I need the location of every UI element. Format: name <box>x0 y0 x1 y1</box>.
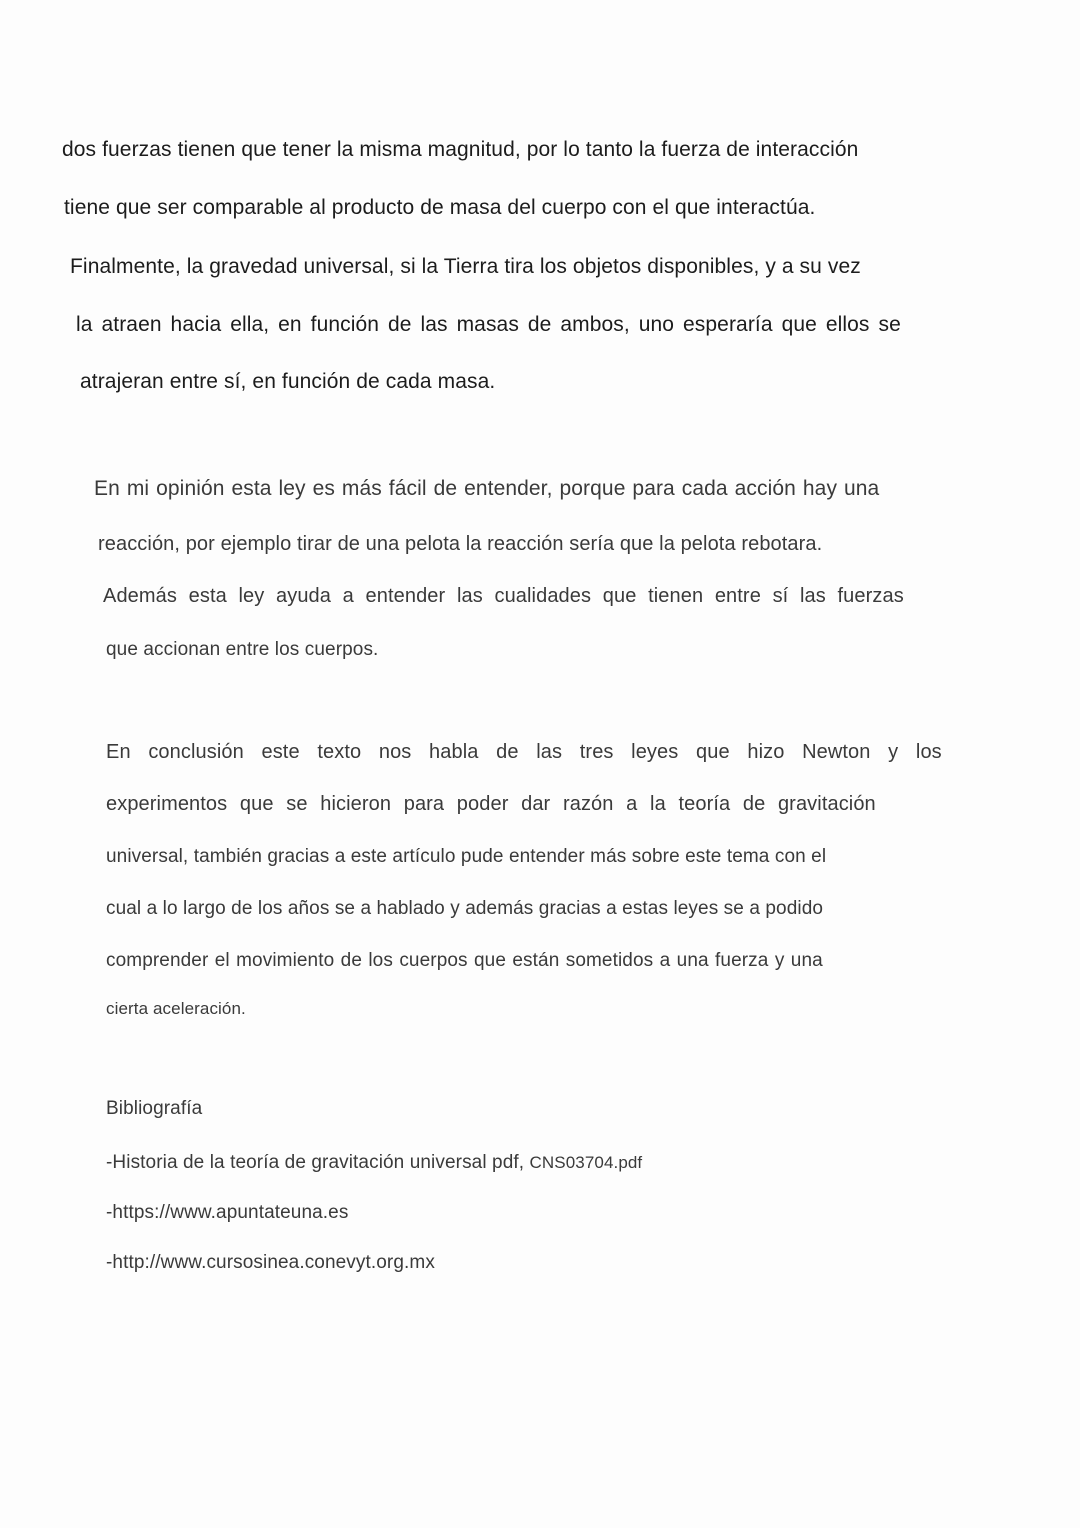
text-line: la atraen hacia ella, en función de las masas de ambos, uno esperaría que ellos se <box>76 313 901 336</box>
bibliography-entry-text: -Historia de la teoría de gravitación universal pdf, <box>106 1152 525 1173</box>
text-line: experimentos que se hicieron para poder dar razón a la teoría de gravitación <box>106 793 876 815</box>
bibliography-heading: Bibliografía <box>106 1098 203 1119</box>
text-line: cierta aceleración. <box>106 999 246 1018</box>
text-line: universal, también gracias a este artículo pude entender más sobre este tema con el <box>106 846 827 867</box>
bibliography-entry-filename: CNS03704.pdf <box>529 1153 643 1172</box>
text-line: atrajeran entre sí, en función de cada masa. <box>80 370 496 393</box>
text-line: cual a lo largo de los años se a hablado y además gracias a estas leyes se a podido <box>106 898 824 919</box>
bibliography-entry <box>106 1149 642 1177</box>
text-line: reacción, por ejemplo tirar de una pelota la reacción sería que la pelota rebotara. <box>98 533 823 555</box>
text-line: Finalmente, la gravedad universal, si la Tierra tira los objetos disponibles, y a su vez <box>70 255 861 278</box>
text-line: dos fuerzas tienen que tener la misma magnitud, por lo tanto la fuerza de interacción <box>62 138 859 161</box>
text-line: Además esta ley ayuda a entender las cualidades que tienen entre sí las fuerzas <box>103 585 904 607</box>
bibliography-entry: -https://www.apuntateuna.es <box>106 1202 349 1223</box>
text-line: que accionan entre los cuerpos. <box>106 639 379 660</box>
text-line: tiene que ser comparable al producto de masa del cuerpo con el que interactúa. <box>64 196 816 219</box>
text-line: En conclusión este texto nos habla de las tres leyes que hizo Newton y los <box>106 741 942 763</box>
bibliography-entry: -http://www.cursosinea.conevyt.org.mx <box>106 1252 435 1273</box>
text-line: comprender el movimiento de los cuerpos que están sometidos a una fuerza y una <box>106 950 823 971</box>
text-line: En mi opinión esta ley es más fácil de entender, porque para cada acción hay una <box>94 477 880 500</box>
